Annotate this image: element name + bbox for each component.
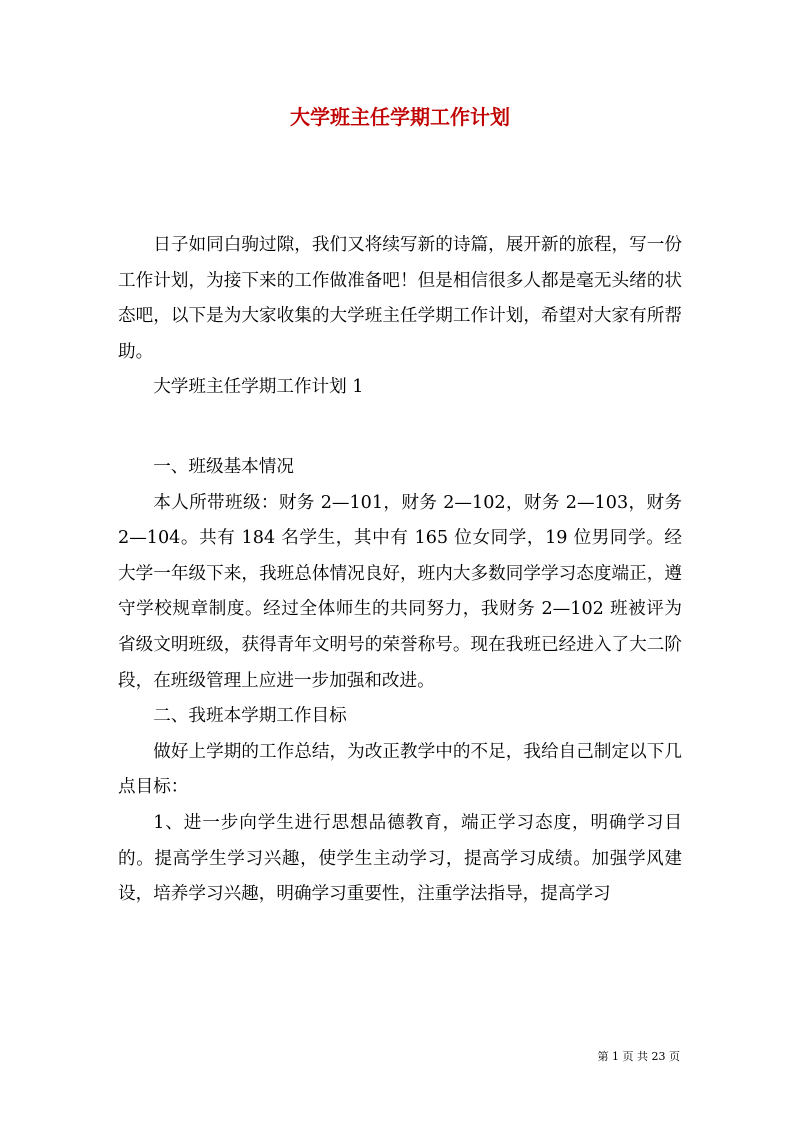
intro-paragraph: 日子如同白驹过隙，我们又将续写新的诗篇，展开新的旅程，写一份工作计划，为接下来的工作做准备吧！但是相信很多人都是毫无头绪的状态吧，以下是为大家收集的大学班主任学期工作计划，希望对大家有所帮助。 (118, 235, 682, 362)
document-body (118, 228, 682, 913)
plan-heading: 大学班主任学期工作计划 1 (153, 377, 364, 398)
section-heading-class-info: 一、班级基本情况 (153, 456, 294, 477)
page-number: 第 1 页 共 23 页 (597, 1050, 680, 1063)
section-heading-goals: 二、我班本学期工作目标 (153, 706, 347, 727)
document-title: 大学班主任学期工作计划 (290, 105, 510, 129)
goal-item-1: 1、进一步向学生进行思想品德教育，端正学习态度，明确学习目的。提高学生学习兴趣，使学生主动学习，提高学习成绩。加强学风建设，培养学习兴趣，明确学习重要性，注重学法指导，提高学习 (118, 812, 682, 905)
goals-intro-paragraph: 做好上学期的工作总结，为改正教学中的不足，我给自己制定以下几点目标： (118, 741, 682, 798)
page-footer (0, 1050, 680, 1064)
class-info-paragraph: 本人所带班级：财务 2—101，财务 2—102，财务 2—103，财务 2—104。共有 184 名学生，其中有 165 位女同学，19 位男同学。经大学一年级下来，我班总体情况良好，班内大多数同学学习态度端正，遵守学校规章制度。经过全体师生的共同努力，我财务 2—102 班被评为省级文明班级，获得青年文明号的荣誉称号。现在我班已经进入了大二阶段，在班级管理上应进一步加强和改进。 (118, 492, 682, 691)
